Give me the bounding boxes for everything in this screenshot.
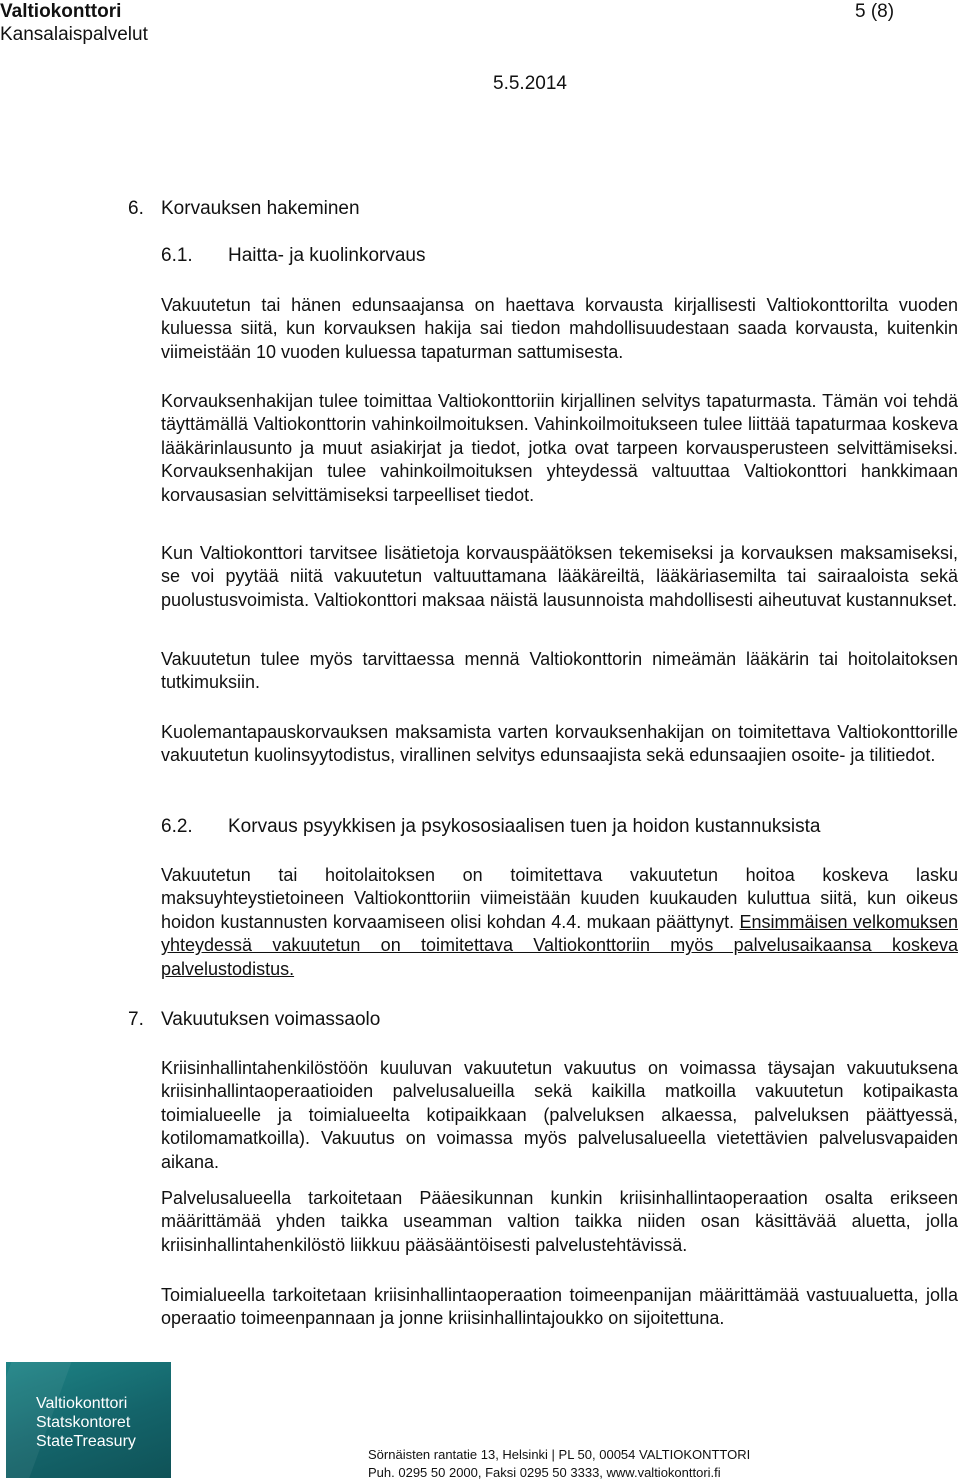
section-heading-7 xyxy=(128,1008,380,1032)
paragraph-service-area: Palvelusalueella tarkoitetaan Pääesikunnan kunkin kriisinhallintaoperaation osalta erikseen määrittämää yhden taikka useamman valtion taikka niiden osan käsittävää aluetta, jolla kriisinhallintahenkilöstö liikkuu pääsääntöisesti palvelustehtävissä. xyxy=(161,1188,958,1255)
section-title: Korvaus psyykkisen ja psykososiaalisen tuen ja hoidon kustannuksista xyxy=(228,816,821,837)
section-number: 6.1. xyxy=(161,245,193,266)
paragraph-claim-report: Korvauksenhakijan tulee toimittaa Valtiokonttoriin kirjallinen selvitys tapaturmasta. Tämän voi tehdä täyttämällä Valtiokonttorin vahinkoilmoituksen. Vahinkoilmoitukseen tulee liittää tapaturmaa koskeva lääkärinlausunto ja muut asiakirjat ja tiedot, jotka ovat tarpeen korvausperusteen selvittämiseksi. Korvauksenhakijan tulee vahinkoilmoituksen yhteydessä valtuuttaa Valtiokonttori hankkimaan korvausasian selvittämiseksi tarpeelliset tiedot. xyxy=(161,391,958,505)
logo-line: StateTreasury xyxy=(36,1433,136,1450)
paragraph-medical-exam: Vakuutetun tulee myös tarvittaessa mennä Valtiokonttorin nimeämän lääkärin tai hoitolaitoksen tutkimuksiin. xyxy=(161,649,958,693)
section-title: Haitta- ja kuolinkorvaus xyxy=(228,245,426,266)
section-number: 6.2. xyxy=(161,816,193,837)
department-name: Kansalaispalvelut xyxy=(0,24,148,45)
section-number: 6. xyxy=(128,198,144,219)
paragraph-treatment-invoice xyxy=(161,864,958,981)
paragraph-claim-deadline: Vakuutetun tai hänen edunsaajansa on haettava korvausta kirjallisesti Valtiokonttorilta vuoden kuluessa siitä, kun korvauksen hakija sai tiedon mahdollisuudestaan saada korvausta, kuitenkin viimeistään 10 vuoden kuluessa tapaturman sattumisesta. xyxy=(161,295,958,362)
page-number: 5 (8) xyxy=(855,1,895,22)
section-number: 7. xyxy=(128,1009,144,1030)
paragraph-additional-info: Kun Valtiokonttori tarvitsee lisätietoja korvauspäätöksen tekemiseksi ja korvauksen maksamiseksi, se voi pyytää niitä vakuutetun valtuuttamana lääkäreiltä, lääkäriasemilta tai sairaaloista sekä puolustusvoimista. Valtiokonttori maksaa näistä lausunnoista mahdollisesti aiheutuvat kustannukset. xyxy=(161,543,958,610)
underlined-text: Ensimmäisen velkomuksen yhteydessä vakuutetun on toimitettava Valtiokonttoriin myös palvelusaikaansa koskeva palvelustodistus. xyxy=(161,911,958,979)
paragraph-death-compensation: Kuolemantapauskorvauksen maksamista varten korvauksenhakijan on toimitettava Valtiokonttorille vakuutetun kuolinsyytodistus, virallinen selvitys edunsaajista sekä edunsaajien osoite- ja tilitiedot. xyxy=(161,722,958,766)
logo-line: Statskontoret xyxy=(36,1414,131,1431)
section-title: Vakuutuksen voimassaolo xyxy=(161,1009,381,1030)
footer-contact: Puh. 0295 50 2000, Faksi 0295 50 3333, www.valtiokonttori.fi xyxy=(368,1465,721,1480)
valtiokonttori-logo xyxy=(6,1362,171,1478)
section-heading-6-1 xyxy=(161,244,425,268)
paragraph-text: Vakuutetun tai hoitolaitoksen on toimitettava vakuutetun hoitoa koskeva lasku maksuyhteystietoineen Valtiokonttoriin viimeistään kuuden kuukauden kuluttua siitä, kun oikeus hoidon kustannusten korvaamiseen olisi kohdan 4.4. mukaan päättynyt. xyxy=(161,865,958,932)
section-heading-6-2 xyxy=(161,815,821,839)
logo-line: Valtiokonttori xyxy=(36,1395,128,1412)
paragraph-validity: Kriisinhallintahenkilöstöön kuuluvan vakuutetun vakuutus on voimassa täysajan vakuutuksena kriisinhallintaoperaatioiden palvelusalueilla sekä kaikilla matkoilla vakuutetun kotipaikasta toimialueelle ja toimialueelta kotipaikkaan (palveluksen alkaessa, palveluksen päättyessä, kotilomamatkoilla). Vakuutus on voimassa myös palvelusalueella vietettävien palvelusvapaiden aikana. xyxy=(161,1058,958,1172)
org-name: Valtiokonttori xyxy=(0,1,122,22)
section-title: Korvauksen hakeminen xyxy=(161,198,360,219)
section-heading-6 xyxy=(128,197,360,221)
footer-address: Sörnäisten rantatie 13, Helsinki | PL 50, 00054 VALTIOKONTTORI xyxy=(368,1447,751,1462)
paragraph-operation-area: Toimialueella tarkoitetaan kriisinhallintaoperaation toimeenpanijan määrittämää vastuualuetta, jolla operaatio toimeenpannaan ja jonne kriisinhallintajoukko on sijoitettuna. xyxy=(161,1285,958,1329)
document-date: 5.5.2014 xyxy=(493,73,567,94)
